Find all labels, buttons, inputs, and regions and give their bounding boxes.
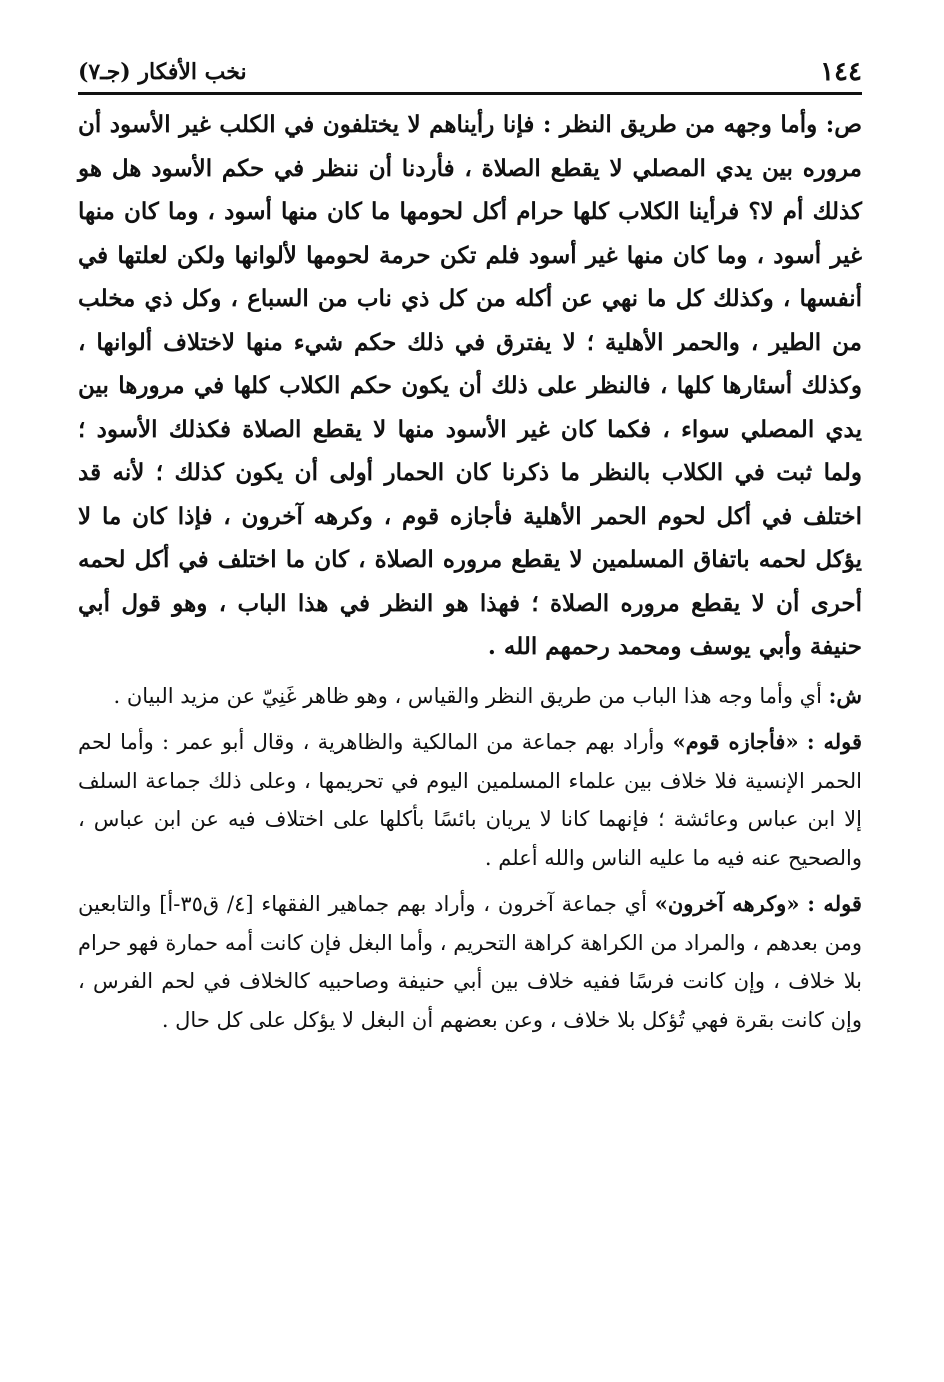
commentary-paragraph-2	[78, 885, 862, 1039]
commentary-paragraph-1	[78, 723, 862, 877]
sharh-paragraph	[78, 677, 862, 716]
commentary-prefix: قوله :	[806, 729, 862, 754]
commentary-text: أي جماعة آخرون ، وأراد بهم جماهير الفقهاء [٤/ ق٣٥-أ] والتابعين ومن بعدهم ، والمراد من الكراهة كراهة التحريم ، وأما البغل فإن كانت أمه حمارة فهو حرام بلا خلاف ، وإن كانت فرسًا ففيه خلاف بين أبي حنيفة وصاحبيه كالخلاف في لحم الفرس ، وإن كانت بقرة فهي تُؤكل بلا خلاف ، وعن بعضهم أن البغل لا يؤكل على كل حال .	[78, 892, 862, 1032]
commentary-quote: «فأجازه قوم»	[672, 729, 799, 754]
book-title: نخب الأفكار (جـ٧)	[78, 59, 247, 85]
commentary-quote: «وكرهه آخرون»	[654, 891, 800, 916]
commentary-prefix: قوله :	[807, 891, 862, 916]
commentary-text: وأراد بهم جماعة من المالكية والظاهرية ، وقال أبو عمر : وأما لحم الحمر الإنسية فلا خلاف بين علماء المسلمين اليوم في تحريمها ، وعلى ذلك جماعة السلف إلا ابن عباس وعائشة ؛ فإنهما كانا لا يريان بائسًا بأكلها على اختلاف فيه عن ابن عباس ، والصحيح عنه فيه ما عليه الناس والله أعلم .	[78, 730, 862, 870]
matn-text: وأما وجهه من طريق النظر : فإنا رأيناهم لا يختلفون في الكلب غير الأسود أن مروره بين يدي المصلي لا يقطع الصلاة ، فأردنا أن ننظر في حكم الأسود هل هو كذلك أم لا؟ فرأينا الكلاب كلها حرام أكل لحومها ما كان منها أسود ، وما كان منها غير أسود ، وما كان منها غير أسود فلم تكن حرمة لحومها لألوانها ولكن لعلتها في أنفسها ، وكذلك كل ما نهي عن أكله من كل ذي ناب من السباع ، وكل ذي مخلب من الطير ، والحمر الأهلية ؛ لا يفترق في ذلك حكم شيء منها لاختلاف ألوانها ، وكذلك أسئارها كلها ، فالنظر على ذلك أن يكون حكم الكلاب كلها في مرورها بين يدي المصلي سواء ، فكما كان غير الأسود منها لا يقطع الصلاة فكذلك الأسود ؛ ولما ثبت في الكلاب بالنظر ما ذكرنا كان الحمار أولى أن يكون كذلك ؛ لأنه قد اختلف في أكل لحوم الحمر الأهلية فأجازه قوم ، وكرهه آخرون ، فإذا كان ما لا يؤكل لحمه باتفاق المسلمين لا يقطع مروره الصلاة ، كان ما اختلف في أكل لحمه أحرى أن لا يقطع مروره الصلاة ؛ فهذا هو النظر في هذا الباب ، وهو قول أبي حنيفة وأبي يوسف ومحمد رحمهم الله .	[78, 111, 862, 660]
sharh-marker: ش:	[828, 682, 862, 708]
matn-paragraph	[78, 103, 862, 669]
page-number: ١٤٤	[820, 57, 862, 87]
page-header	[78, 52, 862, 95]
sharh-text: أي وأما وجه هذا الباب من طريق النظر والقياس ، وهو ظاهر غَنِيّ عن مزيد البيان .	[113, 683, 822, 708]
matn-marker: ص:	[825, 111, 862, 138]
